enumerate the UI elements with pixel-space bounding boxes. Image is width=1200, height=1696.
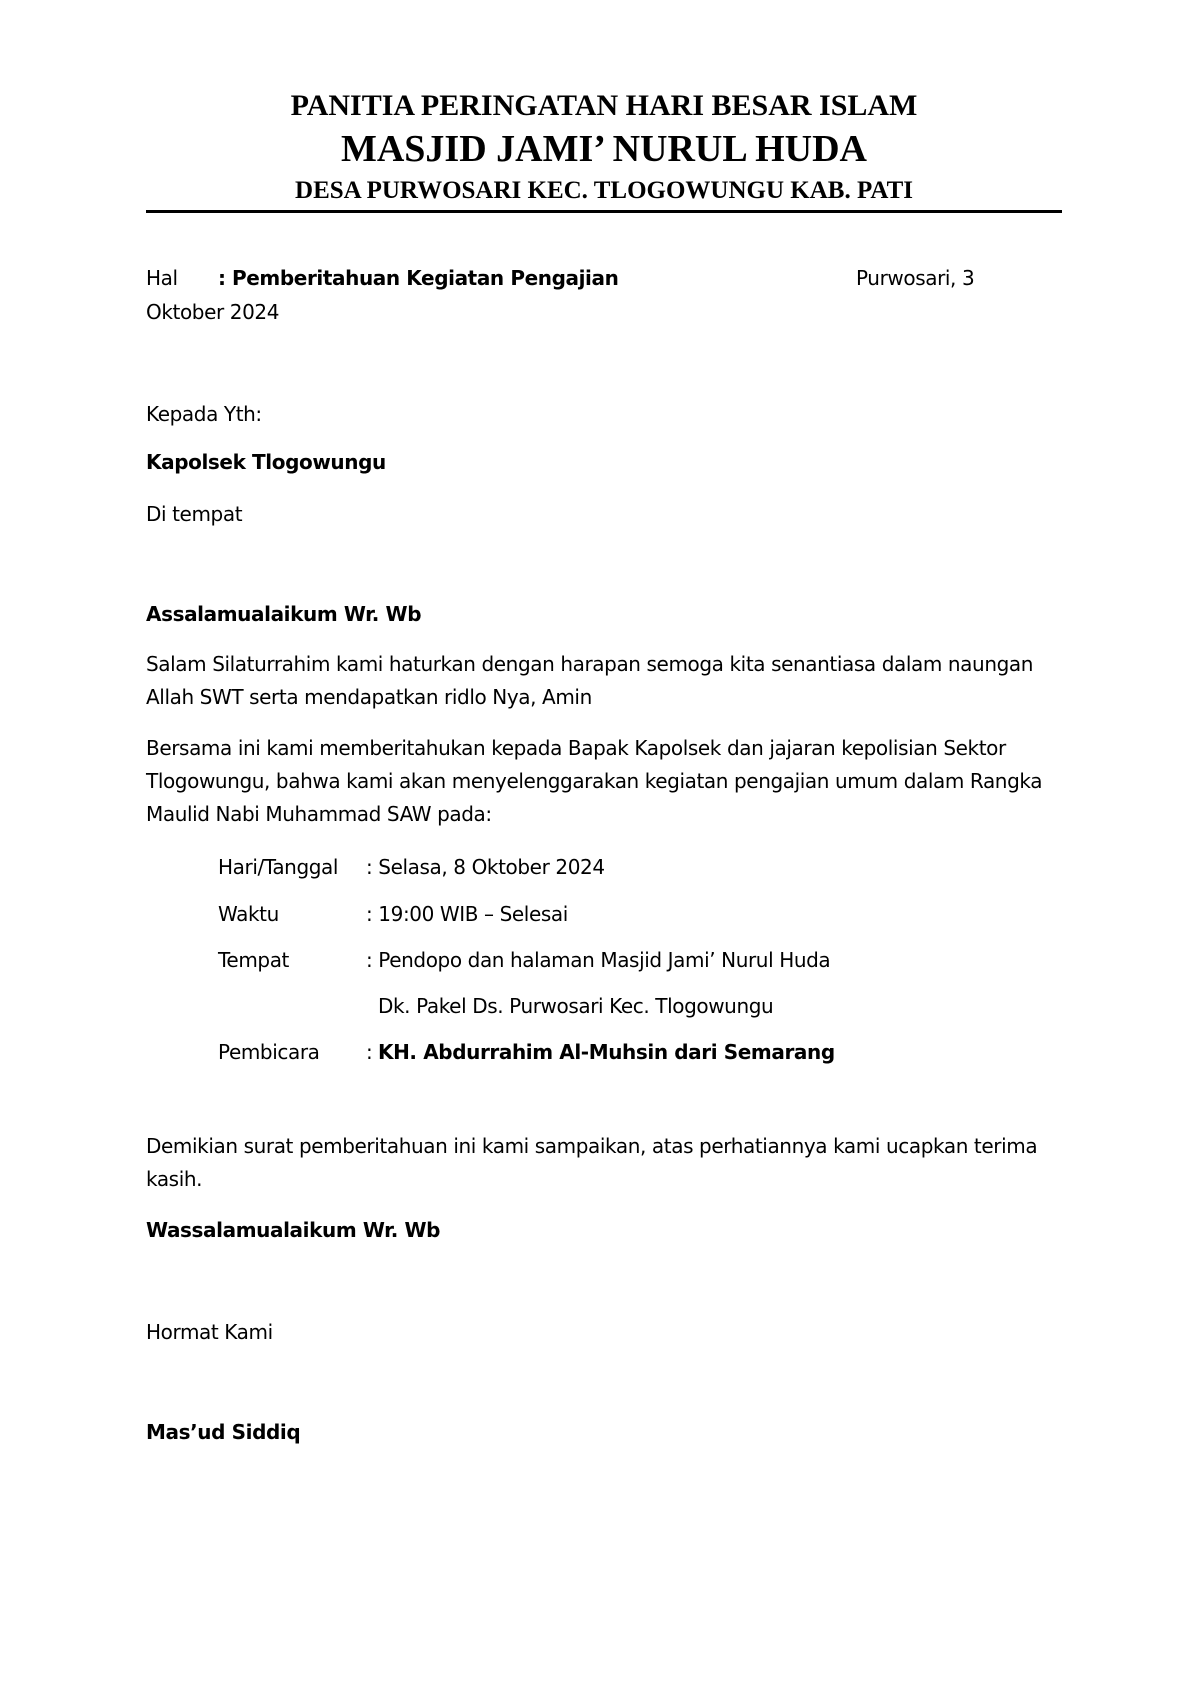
- notice-paragraph: [146, 732, 1066, 831]
- paragraph-line: kasih.: [146, 1167, 203, 1191]
- recipient-place: Di tempat: [146, 502, 243, 526]
- paragraph-line: Salam Silaturrahim kami haturkan dengan harapan semoga kita senantiasa dalam naungan: [146, 652, 1034, 676]
- signer-name: Mas’ud Siddiq: [146, 1420, 301, 1444]
- closing-paragraph: [146, 1130, 1066, 1196]
- subject-value: Pemberitahuan Kegiatan Pengajian: [232, 266, 619, 290]
- recipient-name: Kapolsek Tlogowungu: [146, 450, 386, 474]
- detail-speaker-colon: :: [366, 1040, 373, 1064]
- subject-colon: :: [218, 266, 226, 290]
- detail-speaker-label: Pembicara: [218, 1040, 320, 1064]
- paragraph-line: Tlogowungu, bahwa kami akan menyelenggarakan kegiatan pengajian umum dalam Rangka: [146, 769, 1043, 793]
- detail-day-label: Hari/Tanggal: [218, 855, 339, 879]
- letterhead-address: DESA PURWOSARI KEC. TLOGOWUNGU KAB. PATI: [295, 177, 913, 204]
- detail-place-value: : Pendopo dan halaman Masjid Jami’ Nurul Huda: [366, 948, 831, 972]
- letter-date-part1: Purwosari, 3: [856, 266, 975, 290]
- detail-time-label: Waktu: [218, 902, 279, 926]
- letterhead-mosque-name: MASJID JAMI’ NURUL HUDA: [340, 128, 867, 170]
- letterhead-divider: [146, 210, 1062, 213]
- paragraph-line: Maulid Nabi Muhammad SAW pada:: [146, 802, 492, 826]
- paragraph-line: Bersama ini kami memberitahukan kepada Bapak Kapolsek dan jajaran kepolisian Sektor: [146, 736, 1006, 760]
- letterhead: [146, 88, 1062, 206]
- detail-time-value: : 19:00 WIB – Selesai: [366, 902, 568, 926]
- farewell: Wassalamualaikum Wr. Wb: [146, 1218, 441, 1242]
- paragraph-line: Demikian surat pemberitahuan ini kami sampaikan, atas perhatiannya kami ucapkan terima: [146, 1134, 1038, 1158]
- letterhead-committee: PANITIA PERINGATAN HARI BESAR ISLAM: [290, 89, 918, 122]
- paragraph-line: Allah SWT serta mendapatkan ridlo Nya, Amin: [146, 685, 592, 709]
- greeting: Assalamualaikum Wr. Wb: [146, 602, 422, 626]
- detail-place-address: Dk. Pakel Ds. Purwosari Kec. Tlogowungu: [378, 994, 774, 1018]
- recipient-label: Kepada Yth:: [146, 402, 262, 426]
- regards: Hormat Kami: [146, 1320, 273, 1344]
- detail-place-label: Tempat: [218, 948, 289, 972]
- subject-label: Hal: [146, 266, 178, 290]
- letter-date-part2: Oktober 2024: [146, 300, 280, 324]
- detail-day-value: : Selasa, 8 Oktober 2024: [366, 855, 605, 879]
- detail-speaker-value: KH. Abdurrahim Al-Muhsin dari Semarang: [378, 1040, 835, 1064]
- opening-paragraph: [146, 648, 1066, 714]
